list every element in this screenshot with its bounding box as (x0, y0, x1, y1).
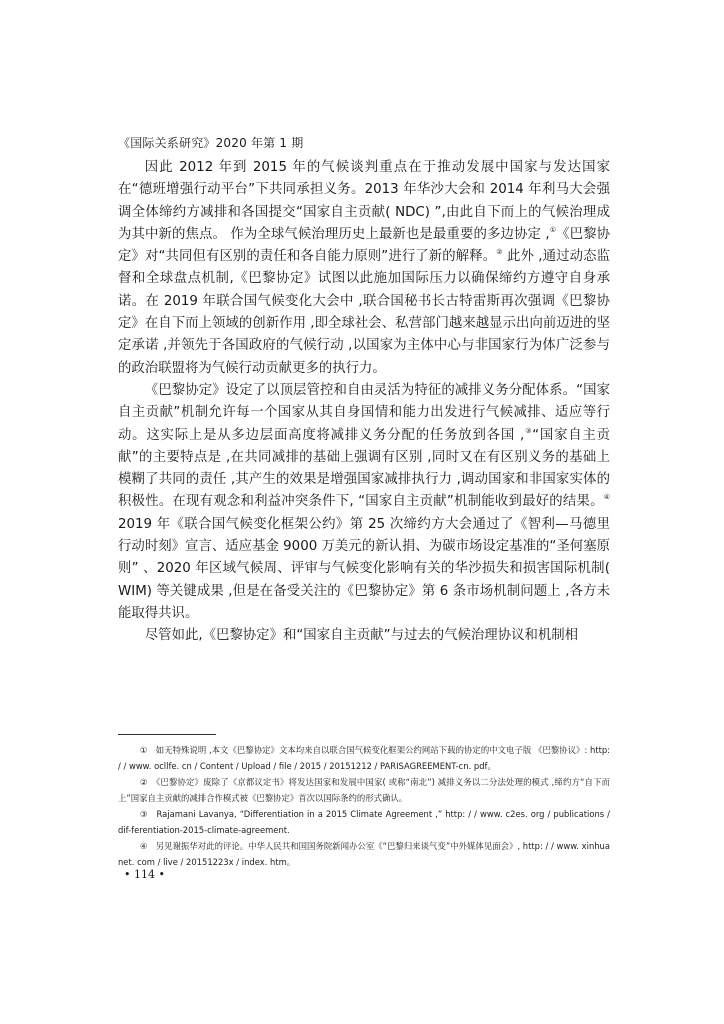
page-number: • 114 • (124, 868, 165, 881)
footnote-ref-3[interactable]: ③ (524, 426, 533, 435)
footnote-3: ③ Rajamani Lavanya, “Differentiation in a 2015 Climate Agreement ,” http: / / www. c2es. org / publications / dif-ferentiation-2015-climate-agreement. (118, 809, 610, 835)
footnote-ref-4[interactable]: ④ (603, 493, 610, 502)
paragraph-1-part-1: 因此 2012 年到 2015 年的气候谈判重点在于推动发展中国家与发达国家在“德班增强行动平台”下共同承担义务。2013 年华沙大会和 2014 年利马大会强调全体缔约方减排和各国提交“国家自主贡献( NDC) ”,由此自下而上的气候治理成为其中新的焦点。 作为全球气候治理历史上最新也是最重要的多边协定 , (118, 160, 610, 242)
body-text (118, 157, 610, 648)
paragraph-2-part-2: “国家自主贡献”的主要特点是 ,在共同减排的基础上强调有区别 ,同时又在有区别义务的基础上模糊了共同的责任 ,其产生的效果是增强国家减排执行力 ,调动国家和非国家实体的积极性。在现有观念和利益冲突条件下, “国家自主贡献”机制能收到最好的结果。 (118, 427, 611, 510)
paragraph-3 (118, 625, 610, 647)
paragraph-2-part-3: 2019 年《联合国气候变化框架公约》第 25 次缔约方大会通过了《智利—马德里行动时刻》宣言、适应基金 9000 万美元的新认捐、为碳市场设定基准的“圣何塞原则” 、2020 年区域气候周、评审与气候变化影响有关的华沙损失和损害国际机制( WIM) 等关键成果 ,但是在备受关注的《巴黎协定》第 6 条市场机制问题上 ,各方未能取得共识。 (118, 516, 610, 621)
footnotes (118, 742, 610, 870)
running-header: 《国际关系研究》2020 年第 1 期 (118, 136, 304, 150)
paragraph-1-part-3: 此外 ,通过动态监督和全球盘点机制,《巴黎协定》试图以此施加国际压力以确保缔约方遵守自身承诺。在 2019 年联合国气候变化大会中 ,联合国秘书长古特雷斯再次强调《巴黎协定》在自下而上领域的创新作用 ,即全球社会、私营部门越来越显示出向前迈进的坚定承诺 ,并领先于各国政府的气候行动 ,以国家为主体中心与非国家行为体广泛参与的政治联盟将为气候行动贡献更多的执行力。 (118, 249, 610, 376)
footnote-1: ① 如无特殊说明 ,本文《巴黎协定》文本均来自以联合国气候变化框架公约网站下载的协定的中文电子版 《巴黎协议》: http: / / www. ocllfe. cn / Content / Upload / file / 2015 / 20151212 / PARISAGREEMENT-cn. pdf。 (118, 745, 610, 771)
paragraph-1 (118, 157, 610, 380)
footnote-2: ② 《巴黎协定》废除了《京都议定书》将发达国家和发展中国家( 或称“南北”) 减排义务以二分法处理的模式 ,缔约方“自下而上”国家自主贡献的减排合作模式被《巴黎协定》首次以国际条约的形式确认。 (118, 777, 610, 803)
paragraph-2 (118, 380, 610, 625)
footnote-ref-2[interactable]: ② (496, 248, 503, 257)
footnote-divider (118, 734, 216, 735)
footnote-4: ④ 另见谢振华对此的评论。中华人民共和国国务院新闻办公室《“巴黎归来谈气变”中外媒体见面会》, http: / / www. xinhuanet. com / live / 20151223x / index. htm。 (118, 841, 610, 867)
paragraph-2-part-1: 《巴黎协定》设定了以顶层管控和自由灵活为特征的减排义务分配体系。“国家自主贡献”机制允许每一个国家从其自身国情和能力出发进行气候减排、适应等行动。这实际上是从多边层面高度将减排义务分配的任务放到各国 , (118, 382, 610, 443)
paragraph-1-part-2: 《巴黎协定》对“共同但有区别的责任和各自能力原则”进行了新的解释。 (118, 226, 610, 265)
footnote-ref-1[interactable]: ① (549, 225, 557, 234)
paragraph-3-part-1: 尽管如此,《巴黎协定》和“国家自主贡献”与过去的气候治理协议和机制相 (144, 628, 579, 644)
